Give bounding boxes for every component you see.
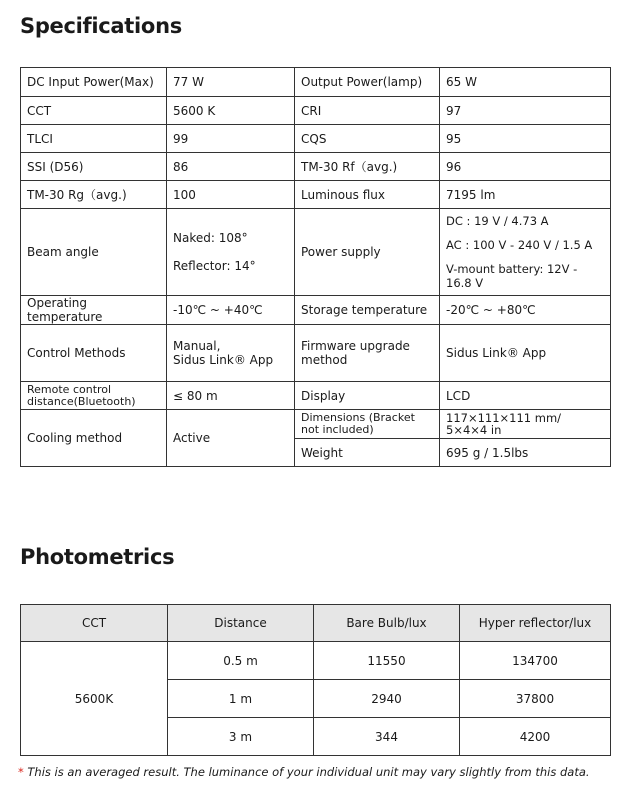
beam-angle-naked: Naked: 108°	[173, 231, 248, 245]
spec-value: ≤ 80 m	[167, 382, 295, 410]
photometrics-heading: Photometrics	[20, 545, 175, 569]
power-supply-ac: AC : 100 V - 240 V / 1.5 A	[446, 238, 593, 252]
cct-cell: 5600K	[21, 642, 168, 756]
specifications-table	[20, 67, 611, 467]
spec-label: Operating temperature	[21, 296, 167, 325]
hyper-reflector-cell: 4200	[460, 718, 611, 756]
spec-value: 77 W	[167, 68, 295, 97]
footnote-asterisk: *	[18, 765, 24, 779]
spec-label: Display	[295, 382, 440, 410]
spec-label: CQS	[295, 125, 440, 153]
table-row	[21, 296, 611, 325]
photometrics-table	[20, 604, 611, 756]
table-row	[21, 209, 611, 296]
table-row	[21, 325, 611, 382]
beam-angle-reflector: Reflector: 14°	[173, 259, 256, 273]
spec-label: Luminous flux	[295, 181, 440, 209]
table-row	[21, 153, 611, 181]
spec-value: 95	[440, 125, 611, 153]
footnote	[18, 765, 590, 779]
spec-value: 99	[167, 125, 295, 153]
spec-label: Control Methods	[21, 325, 167, 382]
table-row	[21, 181, 611, 209]
power-supply-dc: DC : 19 V / 4.73 A	[446, 214, 549, 228]
spec-value	[167, 209, 295, 296]
footnote-text: This is an averaged result. The luminance of your individual unit may vary slightly from this data.	[23, 765, 590, 779]
spec-label: CRI	[295, 97, 440, 125]
bare-bulb-cell: 2940	[314, 680, 460, 718]
spec-value: 96	[440, 153, 611, 181]
table-row	[21, 642, 611, 680]
spec-label: TLCI	[21, 125, 167, 153]
spec-value: 97	[440, 97, 611, 125]
spec-label: TM-30 Rg（avg.)	[21, 181, 167, 209]
bare-bulb-cell: 344	[314, 718, 460, 756]
spec-value: Active	[167, 410, 295, 467]
table-row	[21, 382, 611, 410]
spec-value: 7195 lm	[440, 181, 611, 209]
spec-label: Weight	[295, 439, 440, 467]
column-header: CCT	[21, 605, 168, 642]
spec-value: 86	[167, 153, 295, 181]
specifications-heading: Specifications	[20, 14, 182, 38]
spec-label: Cooling method	[21, 410, 167, 467]
spec-label: Beam angle	[21, 209, 167, 296]
table-header-row	[21, 605, 611, 642]
spec-value	[167, 325, 295, 382]
spec-value: 117×111×111 mm/ 5×4×4 in	[440, 410, 611, 439]
spec-value: 100	[167, 181, 295, 209]
spec-value: -10℃ ~ +40℃	[167, 296, 295, 325]
control-manual: Manual,	[173, 339, 221, 353]
spec-label: TM-30 Rf（avg.)	[295, 153, 440, 181]
table-row	[21, 125, 611, 153]
spec-label: CCT	[21, 97, 167, 125]
spec-value	[440, 209, 611, 296]
bare-bulb-cell: 11550	[314, 642, 460, 680]
spec-value: Sidus Link® App	[440, 325, 611, 382]
spec-label: Output Power(lamp)	[295, 68, 440, 97]
column-header: Hyper reflector/lux	[460, 605, 611, 642]
spec-label: DC Input Power(Max)	[21, 68, 167, 97]
spec-value: 65 W	[440, 68, 611, 97]
column-header: Distance	[168, 605, 314, 642]
spec-label: Dimensions (Bracket not included)	[295, 410, 440, 439]
spec-label: Storage temperature	[295, 296, 440, 325]
column-header: Bare Bulb/lux	[314, 605, 460, 642]
hyper-reflector-cell: 37800	[460, 680, 611, 718]
table-row	[21, 68, 611, 97]
power-supply-battery: V-mount battery: 12V - 16.8 V	[446, 262, 578, 290]
spec-value: LCD	[440, 382, 611, 410]
distance-cell: 1 m	[168, 680, 314, 718]
control-app: Sidus Link® App	[173, 353, 274, 367]
distance-cell: 3 m	[168, 718, 314, 756]
spec-label: SSI (D56)	[21, 153, 167, 181]
spec-value: 695 g / 1.5lbs	[440, 439, 611, 467]
spec-label: Firmware upgrade method	[295, 325, 440, 382]
table-row	[21, 410, 611, 439]
distance-cell: 0.5 m	[168, 642, 314, 680]
spec-label: Remote control distance(Bluetooth)	[21, 382, 167, 410]
spec-value: 5600 K	[167, 97, 295, 125]
spec-label: Power supply	[295, 209, 440, 296]
table-row	[21, 97, 611, 125]
spec-value: -20℃ ~ +80℃	[440, 296, 611, 325]
hyper-reflector-cell: 134700	[460, 642, 611, 680]
